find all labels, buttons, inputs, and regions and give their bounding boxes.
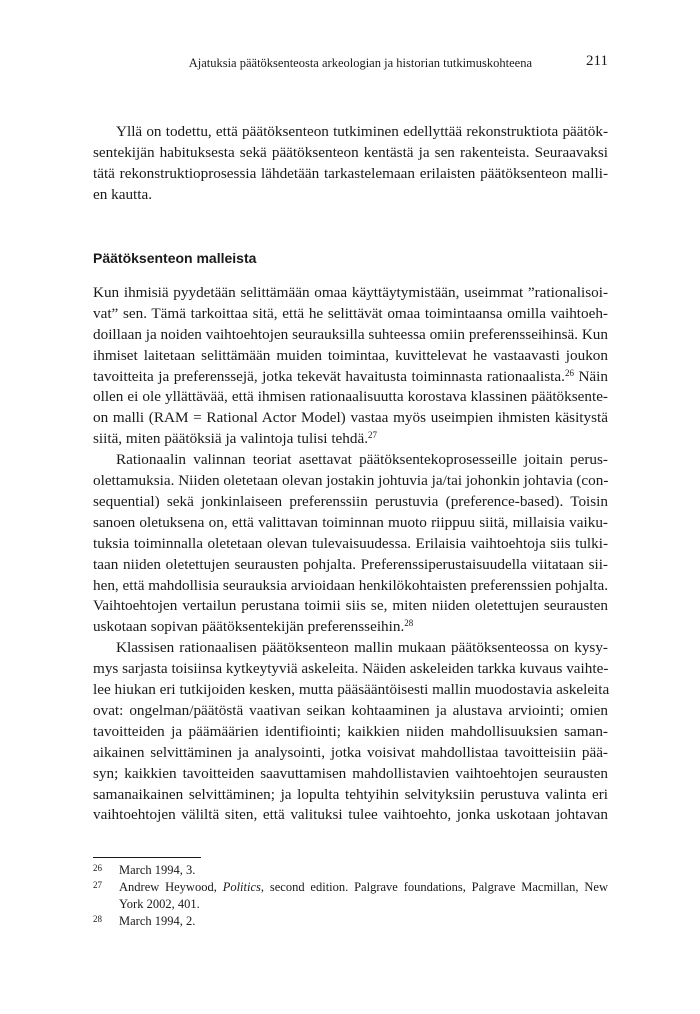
text-line: ihmiset laitetaan selittämään muiden toimintaa, kuvittelevat he vastaavasti joukon: [93, 346, 608, 364]
text-line: hen, että mahdollisia seurauksia arvioidaan henkilökohtaisten preferenssien pohjalta.: [93, 576, 608, 594]
text-line: en kautta.: [93, 185, 153, 203]
footnote-item: [93, 913, 608, 930]
text-fragment: tavoitteita ja preferenssejä, jotka tekevät havaitusta toiminnasta rationaalista.: [93, 367, 565, 385]
footnote-number: 28: [93, 914, 102, 924]
text-line: sentekijän habituksesta sekä päätöksenteon kentästä ja sen rakenteista. Seuraavaksi: [93, 143, 608, 161]
text-line: on malli (RAM = Rational Actor Model) vastaa myös useimpien ihmisten käsitystä: [93, 409, 608, 427]
text-line: ovat: ongelman/päätöstä vaativan seikan kohtaaminen ja alustava arviointi; omien: [93, 701, 608, 719]
text-line: vat” sen. Tämä tarkoittaa sitä, että he selittävät omaa toimintaansa omilla vaihtoeh-: [93, 304, 608, 322]
section-heading: Päätöksenteon malleista: [93, 250, 257, 266]
text-line: [93, 367, 608, 388]
footnote-text-part: Andrew Heywood,: [119, 880, 223, 894]
paragraph-classical-model: [93, 638, 608, 826]
footnote-item: [93, 879, 608, 913]
footnote-text: March 1994, 3.: [119, 863, 196, 877]
text-line: doillaan ja noiden vaihtoehtojen seurauksilla suhteessa omiin preferensseihinsä. Kun: [93, 325, 608, 343]
text-line: aikainen selvittäminen ja analysointi, jotka voisivat mahdollistaa tavoitteisiin pää-: [93, 743, 608, 761]
text-line: lee hiukan eri tutkijoiden kesken, mutta pääsääntöisesti mallin muodostavia askeleita: [93, 681, 610, 699]
text-line: Klassisen rationaalisen päätöksenteon mallin mukaan päätöksenteossa on kysy-: [116, 639, 608, 657]
text-fragment: Näin: [578, 367, 608, 385]
footnote-text-part: , second edition. Palgrave foundations, Palgrave Macmillan, New York 2002, 401.: [119, 880, 608, 911]
text-line: tätä rekonstruktioprosessia lähdetään tarkastelemaan erilaisten päätöksenteon malli-: [93, 164, 608, 182]
text-line: syn; kaikkien tavoitteiden saavuttamisen mahdollistavien vaihtoehtojen seurausten: [93, 764, 608, 782]
text-line: tuksia toiminnalla oletetaan olevan tulevaisuudessa. Erilaisia vaihtoehtoja siis tulki-: [93, 534, 608, 552]
text-fragment: uskotaan sopivan päätöksentekijän preferensseihin.: [93, 618, 405, 636]
text-line: sequential) sekä jonkinlaiseen preferenssiin perustuvia (preference-based). Toisin: [93, 492, 608, 510]
book-title: Politics: [222, 880, 261, 894]
footnote-text: [119, 879, 608, 913]
text-line: vaihtoehtojen väliltä siten, että valituksi tulee vaihtoehto, jonka uskotaan johtavan: [93, 806, 608, 824]
text-line: [93, 617, 608, 638]
text-line: Yllä on todettu, että päätöksenteon tutkiminen edellyttää rekonstruktiota päätök-: [116, 123, 608, 140]
page-number: 211: [586, 53, 608, 69]
text-line: tavoitteiden ja päämäärien identifiointi; kaikkien niiden mahdollisuuksien saman-: [93, 722, 608, 740]
text-line: samanaikainen selvittäminen; ja lopulta tehtyihin selvityksiin perustuva valinta eri: [93, 785, 608, 803]
footnote-item: [93, 862, 608, 879]
text-line: ollen ei ole yllättävää, että ihmisen rationaalisuutta korostava klassinen päätöksente-: [93, 388, 608, 406]
text-line: [93, 429, 608, 450]
text-line: sanoen oletuksena on, että valittavan toiminnan muoto riippuu siitä, millaisia vaiku-: [93, 513, 608, 531]
text-line: Kun ihmisiä pyydetään selittämään omaa käyttäytymistään, useimmat ”rationalisoi-: [93, 284, 608, 301]
text-line: taan niiden oletettujen seurausten pohjalta. Preferenssiperustaisuudella viitataan sii-: [93, 555, 608, 573]
footnote-ref[interactable]: 27: [368, 430, 377, 441]
footnote-number: 26: [93, 863, 102, 873]
text-fragment: siitä, miten päätöksiä ja valintoja tulisi tehdä.: [93, 430, 368, 448]
text-line: Vaihtoehtojen vertailun perustana toimii siis se, miten niiden oletettujen seurausten: [93, 597, 608, 615]
running-title: Ajatuksia päätöksenteosta arkeologian ja historian tutkimuskohteena: [188, 56, 532, 70]
footnote-text: March 1994, 2.: [119, 914, 196, 928]
paragraph-intro: [93, 122, 608, 206]
footnote-number: 27: [93, 880, 102, 890]
text-line: Rationaalin valinnan teoriat asettavat päätöksentekoprosesseille joitain perus-: [116, 451, 608, 469]
footnote-divider: [93, 857, 201, 858]
paragraph-models: [93, 283, 608, 450]
text-line: olettamuksia. Niiden oletetaan olevan jostakin johtuvia ja/tai johonkin johtavia (con-: [93, 472, 609, 490]
footnotes: [93, 862, 608, 930]
paragraph-rational-choice: [93, 450, 608, 638]
footnote-ref[interactable]: 28: [404, 618, 414, 629]
text-line: mys sarjasta toisiinsa kytkeytyviä askeleita. Näiden askeleiden tarkka kuvaus vaihte-: [93, 660, 609, 678]
footnote-ref[interactable]: 26: [564, 367, 574, 378]
